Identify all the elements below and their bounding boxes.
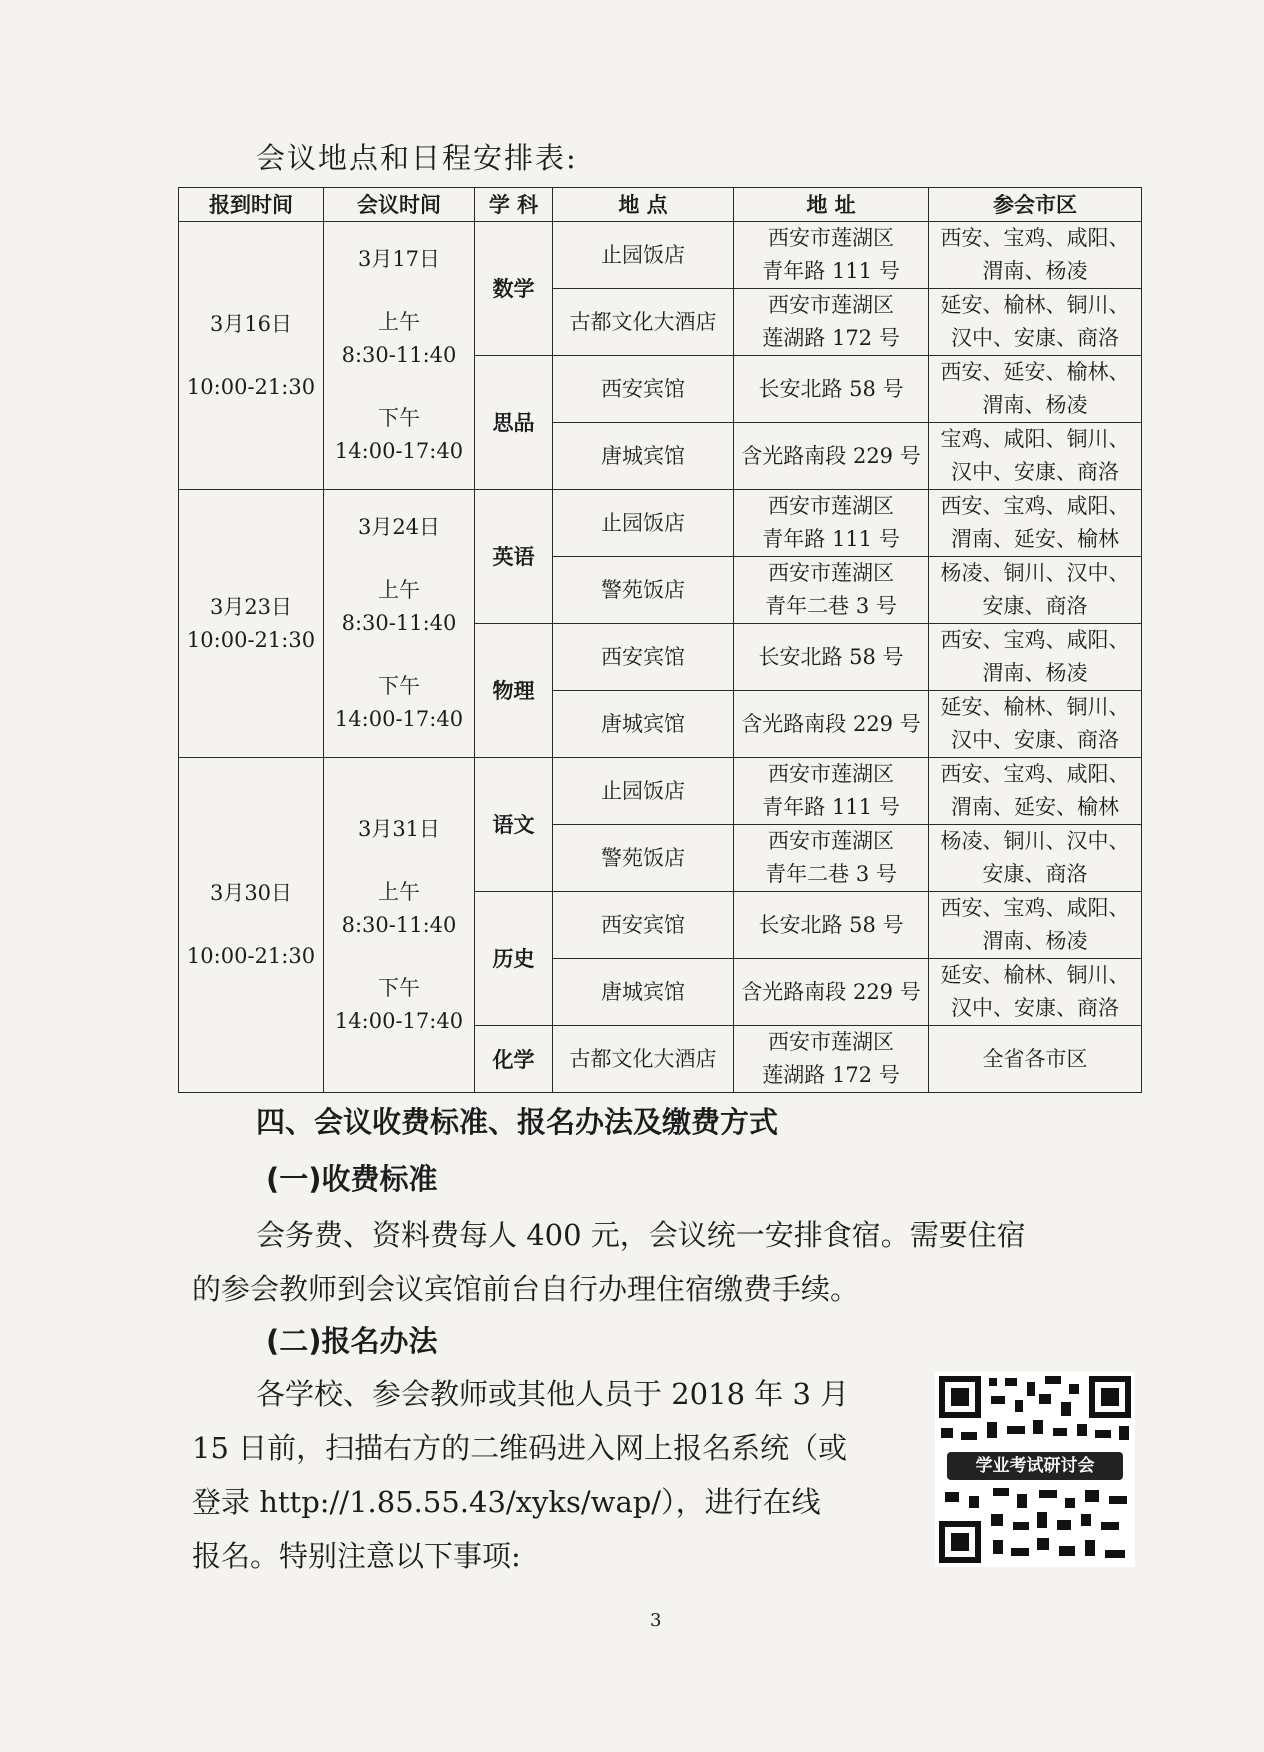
cities-cell: 西安、宝鸡、咸阳、 渭南、延安、榆林 bbox=[929, 758, 1142, 825]
cities-cell: 延安、榆林、铜川、 汉中、安康、商洛 bbox=[929, 959, 1142, 1026]
fee-paragraph-line: 会务费、资料费每人 400 元，会议统一安排食宿。需要住宿 bbox=[256, 1218, 1026, 1252]
cities-cell: 杨凌、铜川、汉中、 安康、商洛 bbox=[929, 825, 1142, 892]
header-cities: 参会市区 bbox=[929, 188, 1142, 222]
registration-paragraph-line: 登录 http://1.85.55.43/xyks/wap/），进行在线 bbox=[192, 1485, 821, 1519]
venue-cell: 警苑饭店 bbox=[553, 825, 734, 892]
schedule-table bbox=[178, 187, 1142, 1093]
table-caption: 会议地点和日程安排表: bbox=[256, 141, 578, 175]
venue-cell: 西安宾馆 bbox=[553, 892, 734, 959]
venue-cell: 西安宾馆 bbox=[553, 356, 734, 423]
venue-cell: 古都文化大酒店 bbox=[553, 289, 734, 356]
address-cell: 含光路南段 229 号 bbox=[734, 959, 929, 1026]
qr-label: 学业考试研讨会 bbox=[947, 1452, 1123, 1480]
subject-cell: 物理 bbox=[475, 624, 553, 758]
subject-cell: 英语 bbox=[475, 490, 553, 624]
subject-cell: 思品 bbox=[475, 356, 553, 490]
table-header-row bbox=[179, 188, 1142, 222]
report-time-cell: 3月16日 10:00-21:30 bbox=[179, 222, 324, 490]
meeting-time-cell: 3月17日 上午 8:30-11:40 下午 14:00-17:40 bbox=[324, 222, 475, 490]
registration-paragraph-line: 各学校、参会教师或其他人员于 2018 年 3 月 bbox=[256, 1377, 850, 1411]
venue-cell: 唐城宾馆 bbox=[553, 959, 734, 1026]
cities-cell: 延安、榆林、铜川、 汉中、安康、商洛 bbox=[929, 691, 1142, 758]
address-cell: 西安市莲湖区 青年二巷 3 号 bbox=[734, 557, 929, 624]
address-cell: 长安北路 58 号 bbox=[734, 624, 929, 691]
page-number: 3 bbox=[650, 1610, 662, 1631]
table-row bbox=[179, 490, 1142, 557]
registration-paragraph-line: 报名。特别注意以下事项: bbox=[192, 1539, 521, 1573]
venue-cell: 西安宾馆 bbox=[553, 624, 734, 691]
address-cell: 西安市莲湖区 莲湖路 172 号 bbox=[734, 1026, 929, 1093]
cities-cell: 西安、宝鸡、咸阳、 渭南、杨凌 bbox=[929, 892, 1142, 959]
cities-cell: 西安、宝鸡、咸阳、 渭南、杨凌 bbox=[929, 624, 1142, 691]
subject-cell: 语文 bbox=[475, 758, 553, 892]
address-cell: 含光路南段 229 号 bbox=[734, 423, 929, 490]
header-report-time: 报到时间 bbox=[179, 188, 324, 222]
address-cell: 长安北路 58 号 bbox=[734, 892, 929, 959]
header-address: 地 址 bbox=[734, 188, 929, 222]
registration-paragraph-line: 15 日前，扫描右方的二维码进入网上报名系统（或 bbox=[192, 1431, 848, 1465]
subject-cell: 化学 bbox=[475, 1026, 553, 1093]
fee-paragraph-line: 的参会教师到会议宾馆前台自行办理住宿缴费手续。 bbox=[192, 1272, 860, 1306]
address-cell: 西安市莲湖区 青年路 111 号 bbox=[734, 490, 929, 557]
table-row bbox=[179, 222, 1142, 289]
table-row bbox=[179, 758, 1142, 825]
header-meeting-time: 会议时间 bbox=[324, 188, 475, 222]
cities-cell: 延安、榆林、铜川、 汉中、安康、商洛 bbox=[929, 289, 1142, 356]
address-cell: 西安市莲湖区 青年路 111 号 bbox=[734, 758, 929, 825]
report-time-cell: 3月23日 10:00-21:30 bbox=[179, 490, 324, 758]
venue-cell: 唐城宾馆 bbox=[553, 423, 734, 490]
subject-cell: 数学 bbox=[475, 222, 553, 356]
address-cell: 西安市莲湖区 青年路 111 号 bbox=[734, 222, 929, 289]
cities-cell: 西安、延安、榆林、 渭南、杨凌 bbox=[929, 356, 1142, 423]
header-subject: 学 科 bbox=[475, 188, 553, 222]
section-4-heading: 四、会议收费标准、报名办法及缴费方式 bbox=[256, 1105, 779, 1139]
meeting-time-cell: 3月24日 上午 8:30-11:40 下午 14:00-17:40 bbox=[324, 490, 475, 758]
venue-cell: 止园饭店 bbox=[553, 490, 734, 557]
header-venue: 地 点 bbox=[553, 188, 734, 222]
venue-cell: 古都文化大酒店 bbox=[553, 1026, 734, 1093]
cities-cell: 宝鸡、咸阳、铜川、 汉中、安康、商洛 bbox=[929, 423, 1142, 490]
address-cell: 西安市莲湖区 莲湖路 172 号 bbox=[734, 289, 929, 356]
venue-cell: 警苑饭店 bbox=[553, 557, 734, 624]
report-time-cell: 3月30日 10:00-21:30 bbox=[179, 758, 324, 1093]
qr-code[interactable] bbox=[935, 1372, 1135, 1567]
address-cell: 西安市莲湖区 青年二巷 3 号 bbox=[734, 825, 929, 892]
address-cell: 长安北路 58 号 bbox=[734, 356, 929, 423]
venue-cell: 唐城宾馆 bbox=[553, 691, 734, 758]
meeting-time-cell: 3月31日 上午 8:30-11:40 下午 14:00-17:40 bbox=[324, 758, 475, 1093]
venue-cell: 止园饭店 bbox=[553, 222, 734, 289]
subject-cell: 历史 bbox=[475, 892, 553, 1026]
registration-heading: (二)报名办法 bbox=[266, 1324, 438, 1358]
venue-cell: 止园饭店 bbox=[553, 758, 734, 825]
fee-standard-heading: (一)收费标准 bbox=[266, 1162, 438, 1196]
cities-cell: 杨凌、铜川、汉中、 安康、商洛 bbox=[929, 557, 1142, 624]
cities-cell: 西安、宝鸡、咸阳、 渭南、延安、榆林 bbox=[929, 490, 1142, 557]
cities-cell: 全省各市区 bbox=[929, 1026, 1142, 1093]
address-cell: 含光路南段 229 号 bbox=[734, 691, 929, 758]
cities-cell: 西安、宝鸡、咸阳、 渭南、杨凌 bbox=[929, 222, 1142, 289]
